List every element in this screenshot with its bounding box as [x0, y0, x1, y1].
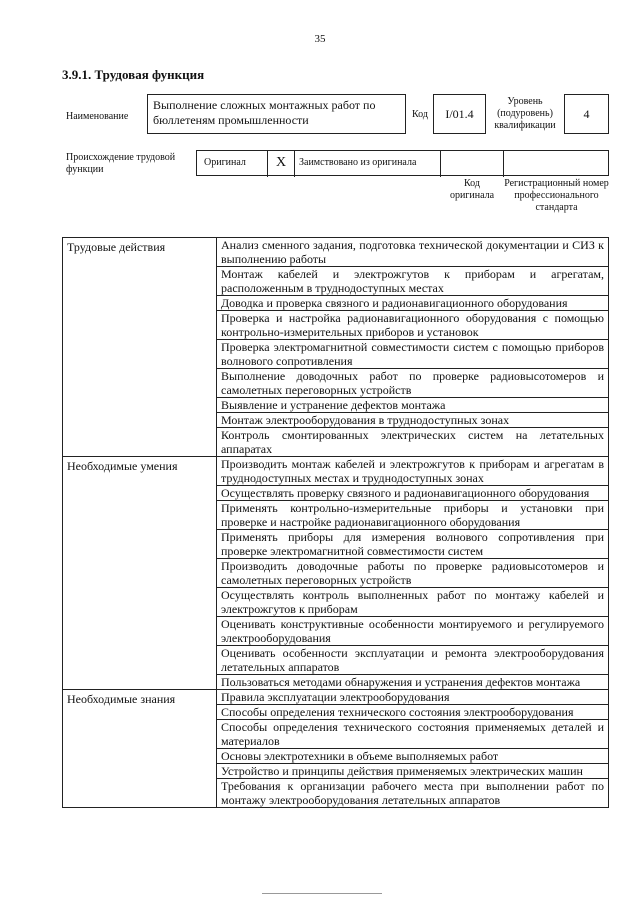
level-label: Уровень (подуровень) квалификации: [494, 96, 556, 131]
list-item: Применять контрольно-измерительные приборы и установки при проверке и настройке радионавигационного оборудования: [217, 501, 609, 530]
list-item: Пользоваться методами обнаружения и устранения дефектов монтажа: [217, 675, 609, 690]
list-item: Выполнение доводочных работ по проверке радиовысотомеров и самолетных переговорных устройств: [217, 369, 609, 398]
origin-row: [196, 150, 609, 176]
code-value-box: I/01.4: [433, 94, 486, 134]
table-row: [63, 457, 609, 486]
section-heading: 3.9.1. Трудовая функция: [62, 67, 205, 82]
list-item: Оценивать конструктивные особенности монтируемого и регулируемого электрооборудования: [217, 617, 609, 646]
list-item: Основы электротехники в объеме выполняемых работ: [217, 749, 609, 764]
list-item: Осуществлять контроль выполненных работ по монтажу кабелей и электрожгутов к приборам: [217, 588, 609, 617]
list-item: Доводка и проверка связного и радионавигационного оборудования: [217, 296, 609, 311]
list-item: Осуществлять проверку связного и радионавигационного оборудования: [217, 486, 609, 501]
origin-borrowed-cell: Заимствовано из оригинала: [295, 151, 441, 177]
list-item: Применять приборы для измерения волнового сопротивления при проверке электромагнитной совместимости систем: [217, 530, 609, 559]
table-row: [63, 690, 609, 705]
list-item: Оценивать особенности эксплуатации и ремонта электрооборудования летательных аппаратов: [217, 646, 609, 675]
list-item: Требования к организации рабочего места при выполнении работ по монтажу электрооборудования летательных аппаратов: [217, 779, 609, 808]
list-item: Анализ сменного задания, подготовка технической документации и СИЗ к выполнению работы: [217, 238, 609, 267]
list-item: Проверка и настройка радионавигационного оборудования с помощью контрольно-измерительных приборов и установок: [217, 311, 609, 340]
table-row: [63, 238, 609, 267]
list-item: Производить монтаж кабелей и электрожгутов к приборам и агрегатам в труднодоступных местах и труднодоступных зонах: [217, 457, 609, 486]
list-item: Выявление и устранение дефектов монтажа: [217, 398, 609, 413]
list-item: Способы определения технического состояния применяемых деталей и материалов: [217, 720, 609, 749]
list-item: Производить доводочные работы по проверке радиовысотомеров и самолетных переговорных устройств: [217, 559, 609, 588]
list-item: Проверка электромагнитной совместимости систем с помощью приборов волнового сопротивления: [217, 340, 609, 369]
origin-original-cell: Оригинал: [197, 151, 268, 177]
function-details-table: [62, 237, 609, 808]
list-item: Устройство и принципы действия применяемых электрических машин: [217, 764, 609, 779]
list-item: Контроль смонтированных электрических систем на летательных аппаратах: [217, 428, 609, 457]
level-value-box: 4: [564, 94, 609, 134]
origin-code-cell: [441, 151, 504, 177]
section-title: Необходимые знания: [63, 690, 217, 808]
origin-label: Происхождение трудовой функции: [66, 152, 176, 175]
section-title: Необходимые умения: [63, 457, 217, 690]
list-item: Монтаж электрооборудования в труднодоступных зонах: [217, 413, 609, 428]
list-item: Правила эксплуатации электрооборудования: [217, 690, 609, 705]
list-item: Способы определения технического состояния электрооборудования: [217, 705, 609, 720]
section-title: Трудовые действия: [63, 238, 217, 457]
name-label: Наименование: [66, 111, 129, 122]
list-item: Монтаж кабелей и электрожгутов к приборам и агрегатам, расположенным в труднодоступных местах: [217, 267, 609, 296]
reg-number-caption: Регистрационный номер профессионального стандарта: [504, 178, 609, 213]
function-name-box: Выполнение сложных монтажных работ по бюллетеням промышленности: [147, 94, 406, 134]
code-label: Код: [412, 109, 428, 120]
origin-reg-cell: [504, 151, 610, 177]
origin-mark-cell: X: [268, 151, 295, 177]
code-original-caption: Код оригинала: [449, 178, 495, 201]
footer-divider: [262, 893, 382, 894]
page-number: 35: [314, 33, 326, 45]
